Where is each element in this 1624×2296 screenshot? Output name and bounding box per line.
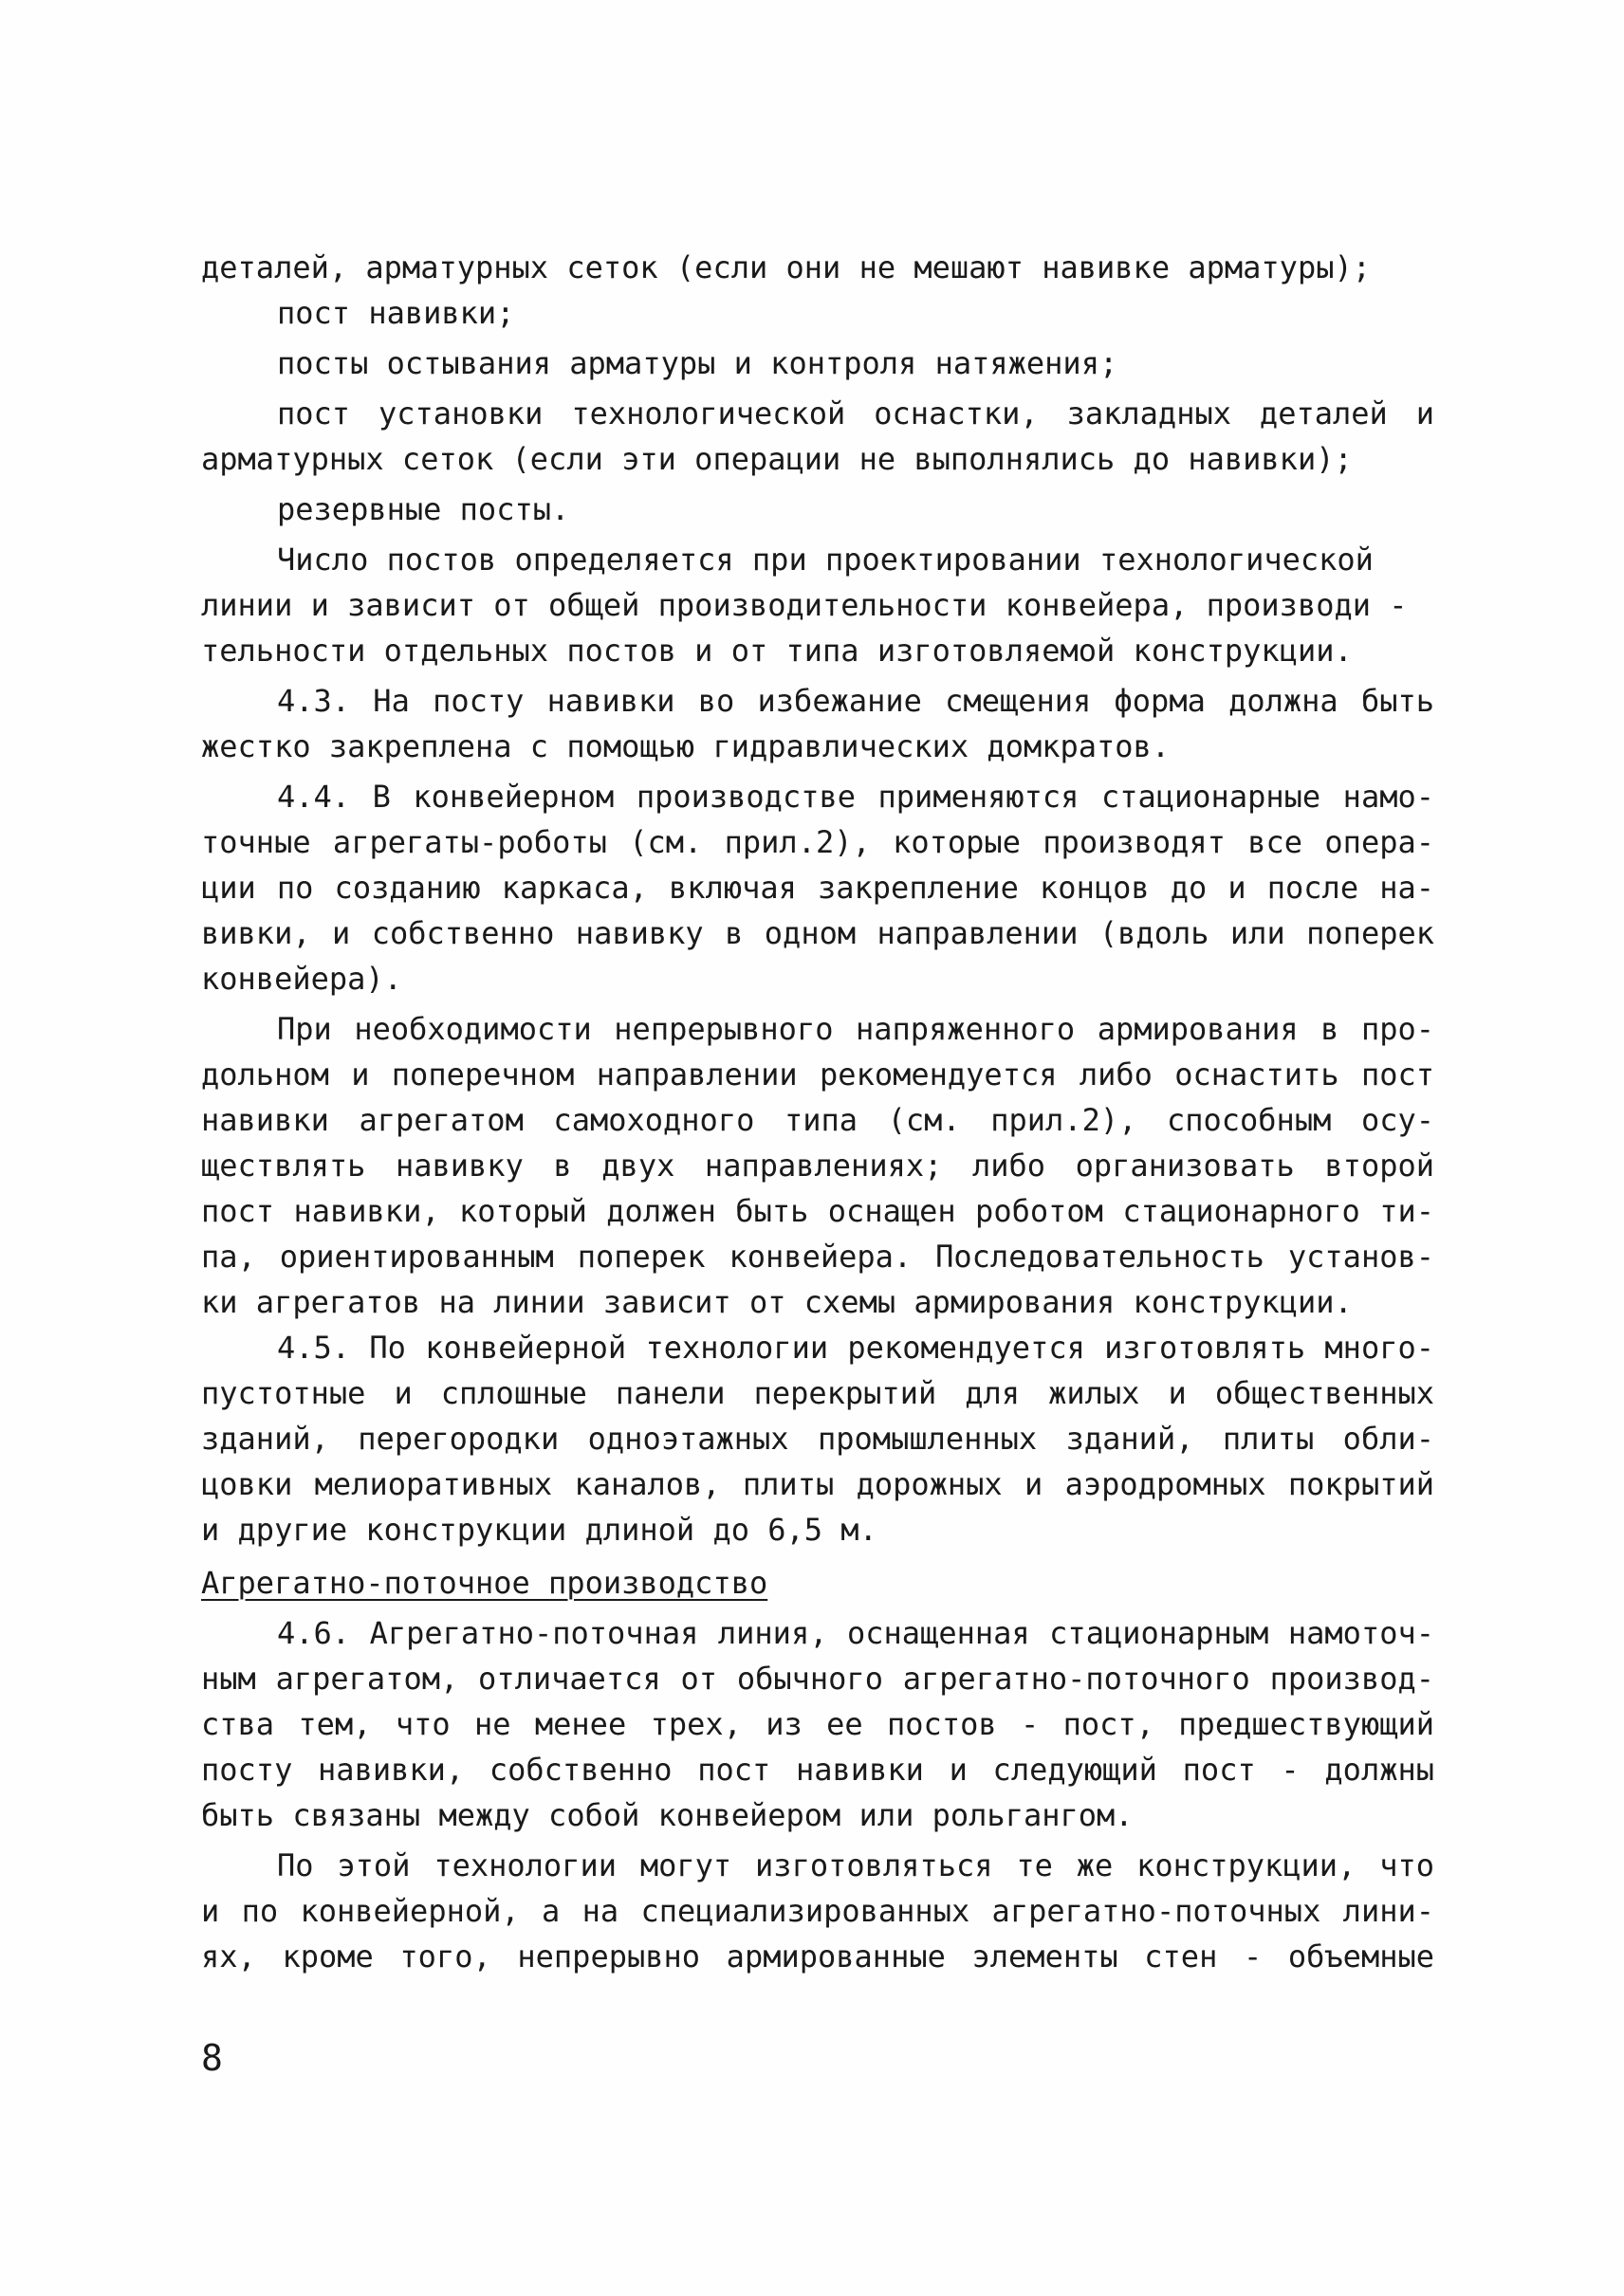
text-line: точные агрегаты-роботы (см. прил.2), которые производят все опера- xyxy=(201,824,1434,860)
text-line: арматурных сеток (если эти операции не выполнялись до навивки); xyxy=(201,441,1353,477)
text-line: па, ориентированным поперек конвейера. Последовательность установ- xyxy=(201,1239,1434,1275)
text-line: зданий, перегородки одноэтажных промышленных зданий, плиты обли- xyxy=(201,1421,1434,1457)
text-line: ции по созданию каркаса, включая закрепление концов до и после на- xyxy=(201,870,1434,906)
text-line: пост установки технологической оснастки, закладных деталей и xyxy=(277,395,1434,432)
text-line: и по конвейерной, а на специализированных агрегатно-поточных лини- xyxy=(201,1893,1434,1929)
text-line: посты остывания арматуры и контроля натяжения; xyxy=(277,345,1118,381)
body-text xyxy=(201,245,1434,1979)
text-line: При необходимости непрерывного напряженного армирования в про- xyxy=(277,1011,1434,1047)
text-line: ки агрегатов на линии зависит от схемы армирования конструкции. xyxy=(201,1284,1353,1320)
text-line: вивки, и собственно навивку в одном направлении (вдоль или поперек xyxy=(201,915,1434,951)
text-line: цовки мелиоративных каналов, плиты дорожных и аэродромных покрытий xyxy=(201,1466,1434,1502)
text-line: и другие конструкции длиной до 6,5 м. xyxy=(201,1512,877,1548)
text-line: пост навивки; xyxy=(277,295,515,331)
text-line: ях, кроме того, непрерывно армированные элементы стен - объемные xyxy=(201,1938,1434,1975)
text-line: дольном и поперечном направлении рекомендуется либо оснастить пост xyxy=(201,1056,1434,1093)
text-line: резервные посты. xyxy=(277,491,570,527)
text-line: пустотные и сплошные панели перекрытий для жилых и общественных xyxy=(201,1375,1434,1411)
page-number: 8 xyxy=(201,2037,223,2079)
text-line: быть связаны между собой конвейером или рольгангом. xyxy=(201,1797,1134,1833)
text-line: жестко закреплена с помощью гидравлических домкратов. xyxy=(201,728,1171,764)
text-line: 4.6. Агрегатно-поточная линия, оснащенная стационарным намоточ- xyxy=(277,1615,1434,1651)
text-line: деталей, арматурных сеток (если они не мешают навивке арматуры); xyxy=(201,249,1371,285)
text-line: ным агрегатом, отличается от обычного агрегатно-поточного производ- xyxy=(201,1661,1434,1697)
text-line: ства тем, что не менее трех, из ее постов - пост, предшествующий xyxy=(201,1706,1434,1742)
text-line: ществлять навивку в двух направлениях; либо организовать второй xyxy=(201,1148,1434,1184)
text-line: пост навивки, который должен быть оснащен роботом стационарного ти- xyxy=(201,1193,1434,1229)
text-line: 4.4. В конвейерном производстве применяются стационарные намо- xyxy=(277,779,1434,815)
text-line: навивки агрегатом самоходного типа (см. прил.2), способным осу- xyxy=(201,1102,1434,1138)
text-line: По этой технологии могут изготовляться те же конструкции, что xyxy=(277,1847,1434,1883)
text-line: посту навивки, собственно пост навивки и следующий пост - должны xyxy=(201,1752,1434,1788)
text-line: 4.3. На посту навивки во избежание смещения форма должна быть xyxy=(277,683,1434,719)
text-line: линии и зависит от общей производительности конвейера, производи - xyxy=(201,587,1408,623)
text-line: тельности отдельных постов и от типа изготовляемой конструкции. xyxy=(201,633,1353,669)
text-line: Число постов определяется при проектировании технологической xyxy=(277,542,1374,578)
text-line: 4.5. По конвейерной технологии рекомендуется изготовлять много- xyxy=(277,1330,1434,1366)
section-heading: Агрегатно-поточное производство xyxy=(201,1565,768,1601)
text-line: конвейера). xyxy=(201,961,402,997)
